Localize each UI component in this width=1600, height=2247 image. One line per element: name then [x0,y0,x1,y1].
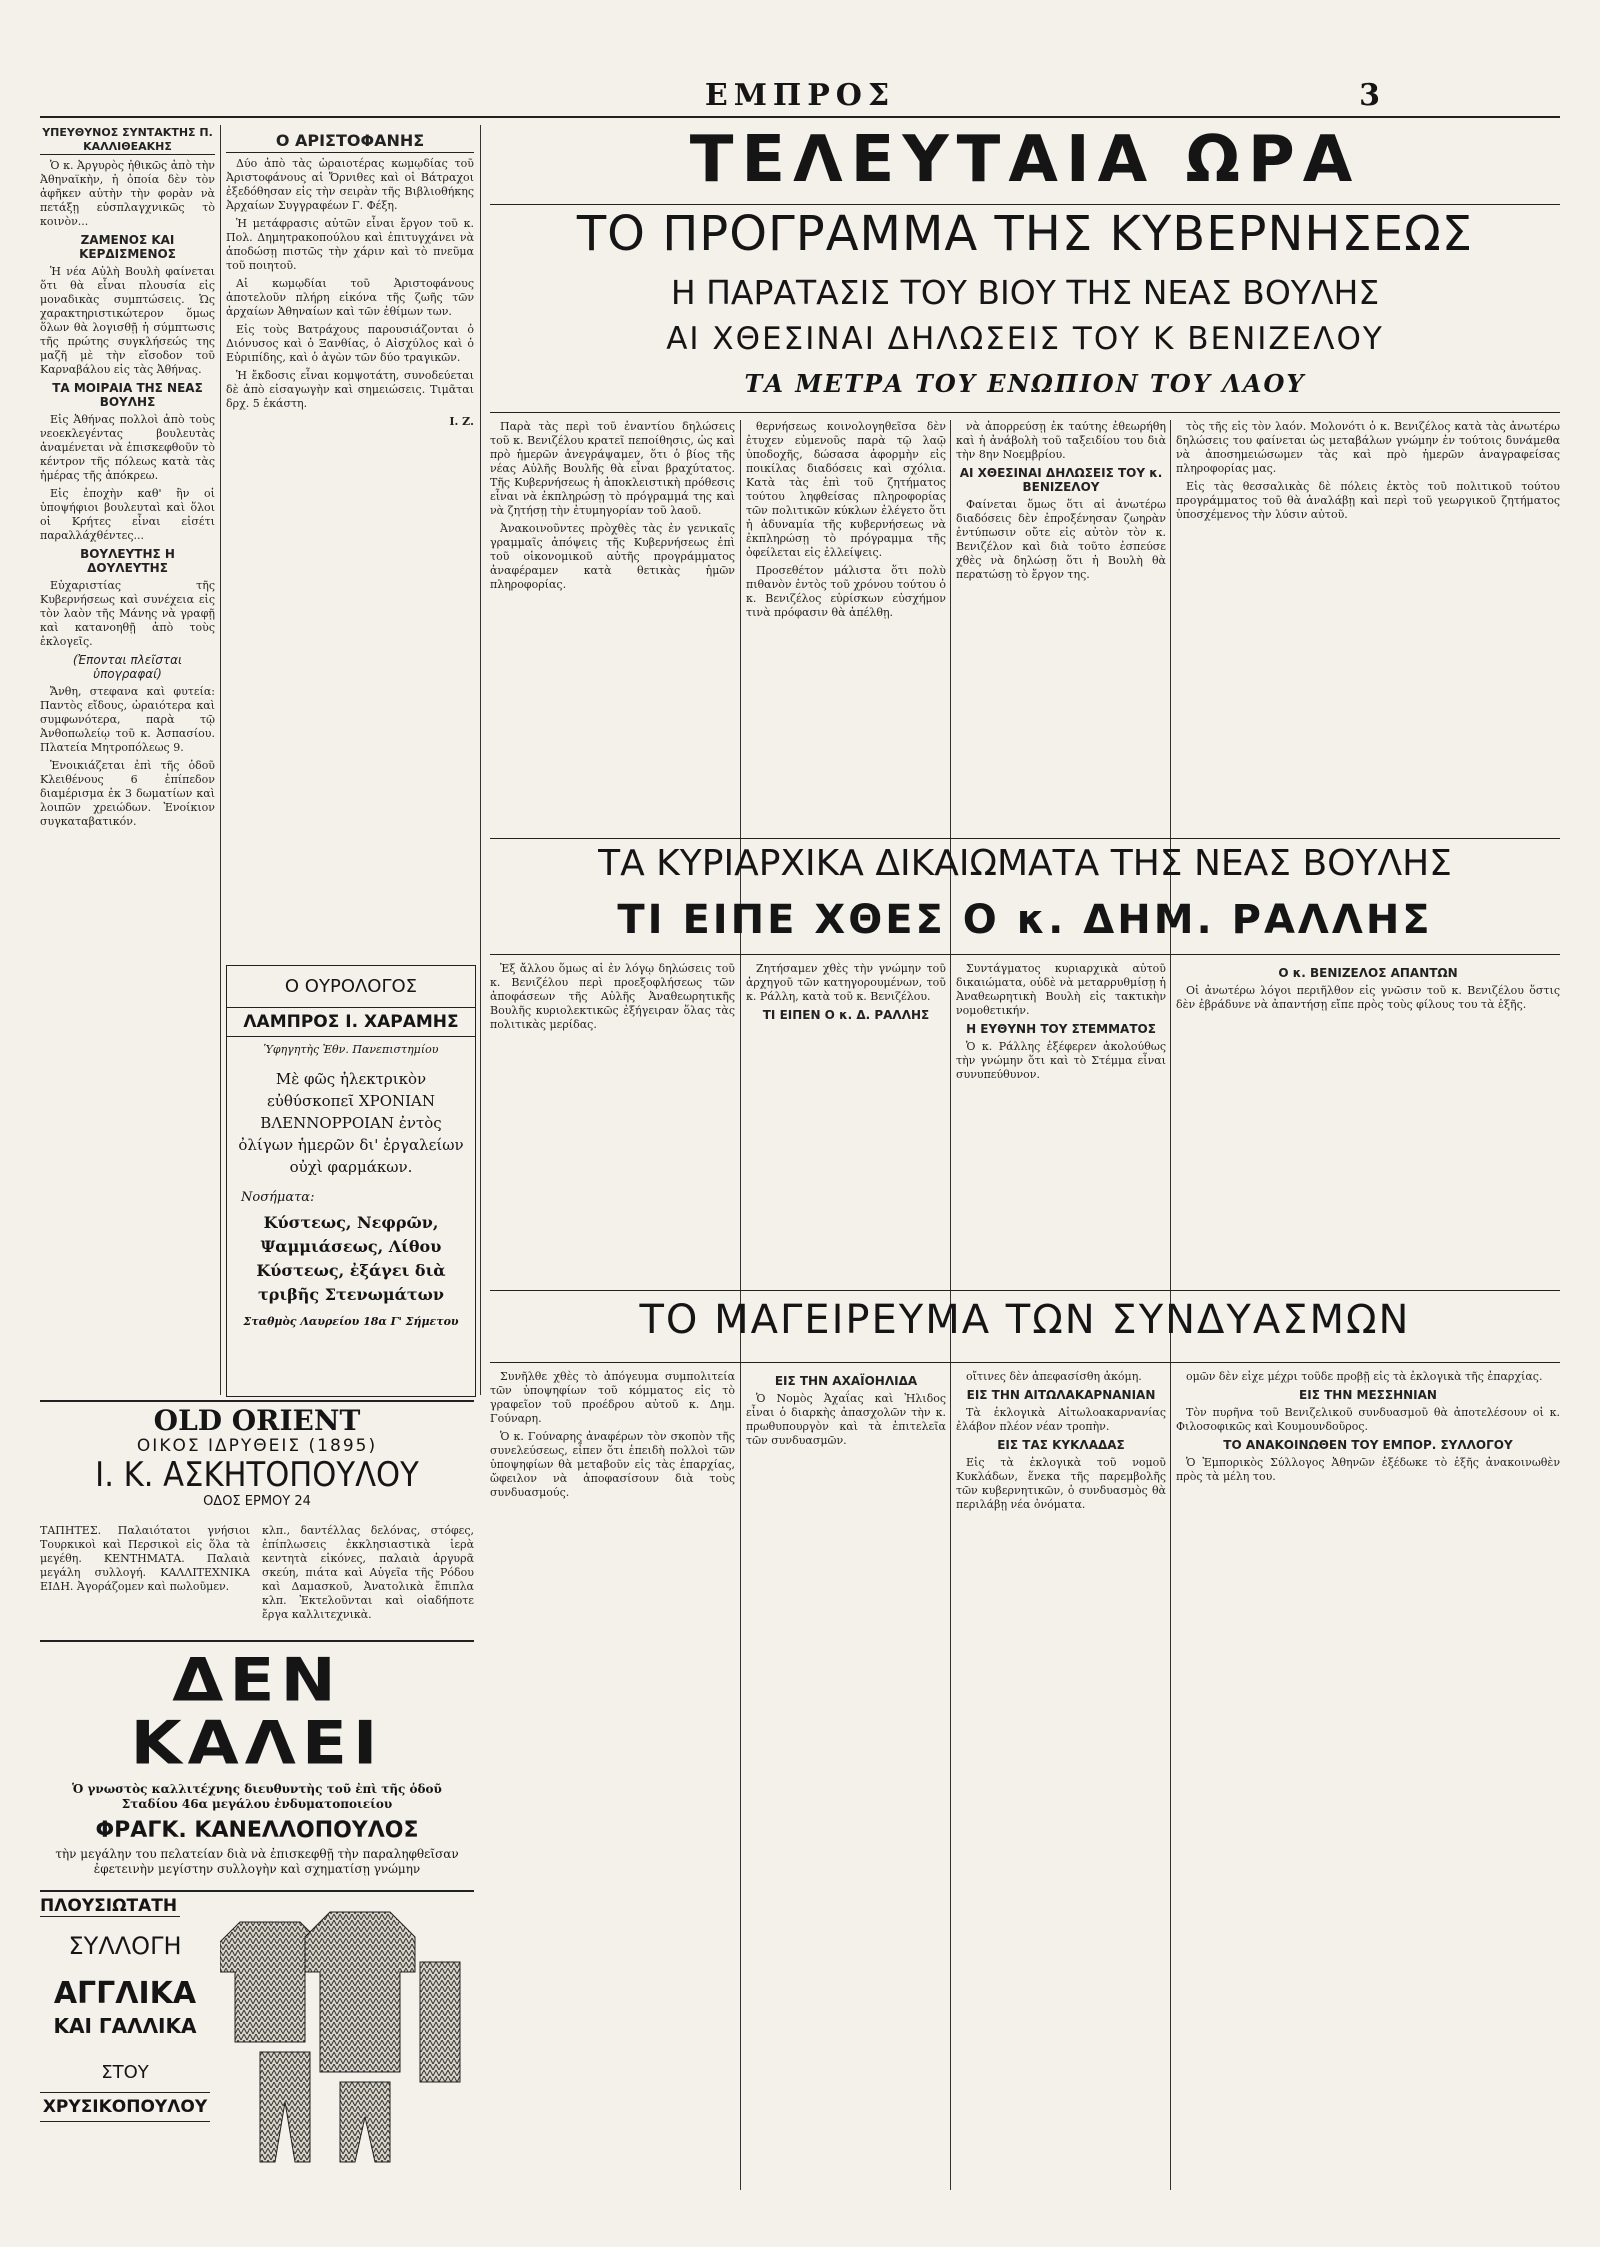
founded-line: ΟΙΚΟΣ ΙΔΡΥΘΕΙΣ (1895) [136,1436,378,1456]
article-paragraph: Ὁ Νομὸς Ἀχαΐας καὶ Ἠλιδος εἶναι ὁ διαρκὴς ἀπασχολῶν τὴν κ. πρωθυπουργὸν καὶ τὰ ἐπιτελεῖα τῶν συνδυασμῶν. [746,1392,946,1447]
article-paragraph: Ζητήσαμεν χθὲς τὴν γνώμην τοῦ ἀρχηγοῦ τῶν κατηγορουμένων, τοῦ κ. Ράλλη, κατὰ τοῦ κ. Βενιζέλου. [746,962,946,1003]
section-heading: ΑΙ ΧΘΕΣΙΝΑΙ ΔΗΛΩΣΕΙΣ ΤΟΥ κ. ΒΕΝΙΖΕΛΟΥ [959,466,1163,494]
article-paragraph: Οἱ ἀνωτέρω λόγοι περιῆλθον εἰς γνῶσιν τοῦ κ. Βενιζέλου ὅστις δὲν ἐβράδυνε νὰ ἀπαντήσῃ εἴπε πρὸς τοὺς φίλους του τὰ ἑξῆς. [1176,984,1560,1011]
article-paragraph: Δύο ἀπὸ τὰς ὡραιοτέρας κωμῳδίας τοῦ Ἀριστοφάνους αἱ Ὄρνιθες καὶ οἱ Βάτραχοι ἐξεδόθησαν εἰς τὴν σειρὰν τῆς Βιβλιοθήκης Ἀρχαίων Συγγραφέων Γ. Φέξη. [226,157,474,212]
page-number: 3 [1359,78,1380,112]
coalitions-col1 [490,1370,735,2180]
article-paragraph: Εἰς τὰς θεσσαλικὰς δὲ πόλεις ἐκτὸς τοῦ πολιτικοῦ τούτου προγράμματος τοῦ θὰ ἀναλάβῃ καὶ περὶ τοῦ γεωργικοῦ ζητήματος ὑποσχέμενος τὴν λύσιν αὐτοῦ. [1176,480,1560,521]
section-heading: ΤΙ ΕΙΠΕΝ Ο κ. Δ. ΡΑΛΛΗΣ [762,1008,930,1022]
article-paragraph: Ὁ κ. Ράλλης ἐξέφερεν ἀκολούθως τὴν γνώμην ὅτι καὶ τὸ Στέμμα εἶναι συνυπεύθυνον. [956,1040,1166,1081]
doctor-name: ΛΑΜΠΡΟΣ Ι. ΧΑΡΑΜΗΣ [227,1007,475,1037]
left-paragraph: Ἐνοικιάζεται ἐπὶ τῆς ὁδοῦ Κλειθένους 6 ἐπίπεδον διαμέρισμα ἐκ 3 δωματίων καὶ λοιπῶν χρειώδων. Ἐνοίκιον συγκαταβατικόν. [40,759,215,828]
article-paragraph: ομῶν δὲν εἶχε μέχρι τοῦδε προβῇ εἰς τὰ ἐκλογικὰ τῆς ἐπαρχίας. [1186,1370,1543,1383]
section-heading: ΒΟΥΛΕΥΤΗΣ Η ΔΟΥΛΕΥΤΗΣ [80,547,175,575]
owner-name: Ι. Κ. ΑΣΚΗΤΟΠΟΥΛΟΥ [95,1455,419,1495]
left-paragraph: Εἰς ἐποχὴν καθ' ἣν οἱ ὑποψήφιοι βουλευταὶ καὶ ὅλοι οἱ Κρήτες εἶναι εἰσέτι παραλλάχθέντες... [40,487,215,542]
den-kalei-body: τὴν μεγάλην του πελατείαν διὰ νὰ ἐπισκεφθῇ τὴν παραληφθεῖσαν ἐφετεινὴν μεγίστην συλλογὴν καὶ σχηματίσῃ γνώμην [55,1847,459,1876]
column-divider [1170,1290,1171,2190]
collection-label: ΣΥΛΛΟΓΗ [68,1932,182,1960]
article-paragraph: Ἡ μετάφρασις αὐτῶν εἶναι ἔργον τοῦ κ. Πολ. Δημητρακοπούλου καὶ ἐπιτυγχάνει νὰ ἀποδώσῃ πιστῶς τὴν χάριν καὶ τὸ πνεῦμα τοῦ ποιητοῦ. [226,217,474,272]
section-heading: Η ΕΥΘΥΝΗ ΤΟΥ ΣΤΕΜΜΑΤΟΣ [966,1022,1156,1036]
clothing-ad [40,1890,474,2182]
article-paragraph: Ἡ ἔκδοσις εἶναι κομψοτάτη, συνοδεύεται δὲ ἀπὸ εἰσαγωγὴν καὶ σημειώσεις. Τιμᾶται δρχ. 5 ἑκάστη. [226,369,474,410]
article-paragraph: Εἰς τοὺς Βατράχους παρουσιάζονται ὁ Διόνυσος καὶ ὁ Ξανθίας, ὁ Αἰσχύλος καὶ ὁ Εὐριπίδης, καὶ ὁ ἀγὼν τῶν δύο τραγικῶν. [226,323,474,364]
article-paragraph: Εἰς τὰ ἐκλογικὰ τοῦ νομοῦ Κυκλάδων, ἕνεκα τῆς παρεμβολῆς τῶν κυβερνητικῶν, ὁ συνδυασμὸς θὰ περιλάβῃ νέα ὀνόματα. [956,1456,1166,1511]
column-divider [220,125,221,1395]
article-paragraph: Τὸν πυρῆνα τοῦ Βενιζελικοῦ συνδυασμοῦ θὰ ἀποτελέσουν οἱ κ. Φιλοσοφικῶς καὶ Κουμουνδοῦρος. [1176,1406,1560,1433]
clinic-address: Σταθμὸς Λαυρείου 18α Γ' Σήμετου [243,1315,459,1328]
headline-rule [490,412,1560,413]
masthead-rule [40,116,1560,118]
coalitions-col3 [956,1370,1166,2180]
article-paragraph: Φαίνεται ὅμως ὅτι αἱ ἀνωτέρω διαδόσεις δὲν ἐπροξένησαν ζωηρὰν ἐντύπωσιν οὔτε εἰς αὐτὸν τὸν κ. Βενιζέλον καὶ διὰ τοῦτο ἐσπεύσε χθὲς νὰ δηλώσῃ ὅτι ἡ Βουλὴ θὰ περατώσῃ τὸ ἔργον της. [956,498,1166,581]
left-paragraph: Εἰς Ἀθήνας πολλοὶ ἀπὸ τοὺς νεοεκλεγέντας βουλευτὰς ἀναμένεται νὰ ἐπισκεφθοῦν τὸ κέντρον τῆς πόλεως κατὰ τὰς ἡμέρας τῆς ἀπόκρεω. [40,413,215,482]
urologist-heading: Ο ΟΥΡΟΛΟΓΟΣ [284,976,418,997]
article-paragraph: Συντάγματος κυριαρχικὰ αὐτοῦ δικαιώματα, οὐδὲ νὰ μεταρρυθμίσῃ ἡ Ἀναθεωρητικὴ Βουλὴ εἰς τακτικὴν νομοθετικήν. [956,962,1166,1017]
section-rule [490,1362,1560,1363]
headline-rule [490,204,1560,205]
program-headline: ΤΟ ΠΡΟΓΡΑΜΜΑ ΤΗΣ ΚΥΒΕΡΝΗΣΕΩΣ [576,210,1474,262]
tailor-name: ΦΡΑΓΚ. ΚΑΝΕΛΛΟΠΟΥΛΟΣ [95,1818,419,1843]
measures-headline: ΤΑ ΜΕΤΡΑ ΤΟΥ ΕΝΩΠΙΟΝ ΤΟΥ ΛΑΟΥ [744,372,1306,398]
column-divider [480,125,481,1395]
ad-column-right: κλπ., δαντέλλας δελόνας, στόφες, ἐπίπλωσεις ἐκκλησιαστικὰ ἱερὰ κεντητὰ εἰκόνες, παλαιὰ ἀργυρᾶ σκεύη, πιάτα καὶ Αὐγεῖα τῆς Ρόδου καὶ Δαμασκοῦ, Ἀνατολικὰ ἔπιπλα κλπ. Ἐκτελοῦνται καὶ οἱαδήποτε ἔργα καλλιτεχνικὰ. [262,1524,474,1621]
treatment-text: Μὲ φῶς ἠλεκτρικὸν εὐθύσκοπεῖ ΧΡΟΝΙΑΝ ΒΛΕΝΝΟΡΡΟΙΑΝ ἐντὸς ὀλίγων ἡμερῶν δι' ἐργαλείων οὐχὶ φαρμάκων. [238,1070,464,1176]
ad-column-left: ΤΑΠΗΤΕΣ. Παλαιότατοι γνήσιοι Τουρκικοὶ καὶ Περσικοὶ εἰς ὅλα τὰ μεγέθη. ΚΕΝΤΗΜΑΤΑ. Παλαιὰ μεγάλη συλλογή. ΚΑΛΛΙΤΕΧΝΙΚΑ ΕΙΔΗ. Ἀγοράζομεν καὶ πωλοῦμεν. [40,1524,250,1593]
sovereign-col2 [746,962,946,1282]
street-address: ΟΔΟΣ ΕΡΜΟΥ 24 [203,1494,311,1509]
article-paragraph: τὸς τῆς εἰς τὸν λαόν. Μολονότι ὁ κ. Βενιζέλος κατὰ τὰς ἀνωτέρω δηλώσεις του φαίνεται ὡς μεταβάλων γνώμην ἐν τούτοις δυνάμεθα νὰ ἀποσημειώσωμεν τὰς καὶ πρὸ ἡμερῶν ἀναγραφείσας πληροφορίας μας. [1176,420,1560,475]
shop-name: ΧΡΥΣΙΚΟΠΟΥΛΟΥ [40,2092,210,2122]
article-paragraph: Ὁ κ. Γούναρης ἀναφέρων τὸν σκοπὸν τῆς συνελεύσεως, εἶπεν ὅτι ἐπειδὴ πολλοὶ τῶν ὑποψηφίων θὰ μεταβοῦν εἰς τὰς ἐπαρχίας, ὤφειλον νὰ ἀποφασίσουν διὰ τοὺς συνδυασμούς. [490,1430,735,1499]
article-paragraph: Ἐξ ἄλλου ὅμως αἱ ἐν λόγῳ δηλώσεις τοῦ κ. Βενιζέλου περὶ προεξοφλήσεως τῶν ἀποφάσεων τῆς Αὐλῆς Ἀναθεωρητικῆς Βουλῆς κυριολεκτικῶς ἐξήγειραν ὅλας τὰς πολιτικὰς μερίδας. [490,962,735,1031]
coalitions-headline: ΤΟ ΜΑΓΕΙΡΕΥΜΑ ΤΩΝ ΣΥΝΔΥΑΣΜΩΝ [639,1300,1411,1343]
french-label: ΚΑΙ ΓΑΛΛΙΚΑ [53,2014,197,2038]
section-heading: ΕΙΣ ΤΗΝ ΑΙΤΩΛΑΚΑΡΝΑΝΙΑΝ [966,1388,1156,1402]
brand-name: OLD ORIENT [153,1404,361,1437]
section-heading: ΖΑΜΕΝΟΣ ΚΑΙ ΚΕΡΔΙΣΜΕΝΟΣ [79,233,176,261]
left-paragraph: Ἄνθη, στεφανα καὶ φυτεία: Παντὸς εἴδους, ὡραιότερα καὶ συμφωνότερα, παρὰ τῷ Ἀνθοπωλείῳ τοῦ κ. Ἀσπασίου. Πλατεία Μητροπόλεως 9. [40,685,215,754]
urologist-ad [226,965,476,1397]
article-paragraph: οἴτινες δὲν ἀπεφασίσθη ἀκόμη. [966,1370,1142,1383]
diseases-list: Κύστεως, Νεφρῶν, Ψαμμιάσεως, Λίθου Κύστεως, ἐξάγει διὰ τριβῆς Στενωμάτων [256,1213,446,1304]
den-kalei-heading: ΔΕΝ ΚΑΛΕΙ [130,1645,384,1778]
main-article-col2 [746,420,946,830]
english-label: ΑΓΓΛΙΚΑ [53,1976,197,2011]
sovereign-col3 [956,962,1166,1282]
last-hour-headline: ΤΕΛΕΥΤΑΙΑ ΩΡΑ [689,128,1361,197]
left-paragraph: Εὐχαριστίας τῆς Κυβερνήσεως καὶ συνέχεια εἰς τὸν λαὸν τῆς Μάνης νὰ γραφῇ καὶ κατανοηθῇ ἀπὸ τοὺς ἐκλογεῖς. [40,579,215,648]
article-paragraph: νὰ ἀπορρεύσῃ ἐκ ταύτης ἐθεωρήθη καὶ ἡ ἀνάβολὴ τοῦ ταξειδίου του διὰ τὴν 8ην Νοεμβρίου. [956,420,1166,461]
sovereign-col1 [490,962,735,1282]
richest-label: ΠΛΟΥΣΙΩΤΑΤΗ [40,1896,180,1917]
article-paragraph: Προσεθέτον μάλιστα ὅτι πολὺ πιθανὸν ἐντὸς τοῦ χρόνου τούτου ὁ κ. Βενιζέλος εὑρίσκων εὐσχήμον τινὰ πρόφασιν θὰ ἀπέλθῃ. [746,564,946,619]
signatures-note: (Ἐπονται πλεῖσται ὑπογραφαί) [72,653,183,681]
coalitions-col2 [746,1370,946,2180]
main-article-col3 [956,420,1166,830]
diseases-label: Νοσήματα: [241,1190,315,1205]
aristophanes-heading: Ο ΑΡΙΣΤΟΦΑΝΗΣ [226,134,474,153]
article-signature: Ι. Ζ. [449,415,474,428]
article-paragraph: Τὰ ἐκλογικὰ Αἰτωλοακαρνανίας ἐλάβον πλέον νέαν τροπὴν. [956,1406,1166,1433]
main-article-col1 [490,420,735,830]
column-divider [950,1290,951,2190]
main-article-col4 [1176,420,1560,830]
prolongation-headline: Η ΠΑΡΑΤΑΣΙΣ ΤΟΥ ΒΙΟΥ ΤΗΣ ΝΕΑΣ ΒΟΥΛΗΣ [670,276,1380,312]
doctor-title: Ὑφηγητὴς Ἐθν. Πανεπιστημίου [263,1043,439,1056]
section-heading: ΕΙΣ ΤΗΝ ΑΧΑΪΟΗΛΙΔΑ [774,1374,918,1388]
notice-line [40,1881,474,1882]
sovereign-col4 [1176,962,1560,1282]
sovereign-rights-headline: ΤΑ ΚΥΡΙΑΡΧΙΚΑ ΔΙΚΑΙΩΜΑΤΑ ΤΗΣ ΝΕΑΣ ΒΟΥΛΗΣ [598,846,1452,884]
section-heading: ΕΙΣ ΤΑΣ ΚΥΚΛΑΔΑΣ [997,1438,1125,1452]
section-rule [490,838,1560,839]
aristophanes-article [226,130,474,850]
masthead-title: ΕΜΠΡΟΣ [704,78,896,112]
left-paragraph: Ἡ νέα Αὐλὴ Βουλὴ φαίνεται ὅτι θὰ εἶναι πλουσία εἰς μοναδικὰς συμπτώσεις. Ὡς χαρακτηριστικώτερον ὅμως ὅλων θὰ λογισθῇ ἡ σύμπτωσις τῆς πρώτης συγκλήσεώς της μαζῆ μὲ τὴν εἴσοδον τοῦ Καρναβάλου εἰς τὰς Ἀθήνας. [40,265,215,376]
section-rule [490,1290,1560,1291]
old-orient-ad [40,1400,474,1632]
section-heading: ΤΑ ΜΟΙΡΑΙΑ ΤΗΣ ΝΕΑΣ ΒΟΥΛΗΣ [52,381,203,409]
at-label: ΣΤΟΥ [101,2062,149,2083]
article-paragraph: Ἀνακοινοῦντες πρὸχθὲς τὰς ἐν γενικαῖς γραμμαῖς ἀπόψεις τῆς Κυβερνήσεως ἐπὶ τοῦ οἰκονομικοῦ αὐτῆς προγράμματος ἀναφέραμεν κατὰ θετικὰς ἡμῶν πληροφορίας. [490,522,735,591]
article-paragraph: Παρὰ τὰς περὶ τοῦ ἐναντίου δηλώσεις τοῦ κ. Βενιζέλου κρατεῖ πεποίθησις, ὡς καὶ πρὸ ἡμερῶν ἀνεγράψαμεν, ὅτι ὁ βίος τῆς νέας Αὐλῆς Βουλῆς θὰ εἶναι βραχύτατος. Τῆς Κυβερνήσεως ἡ ἀποκλειστικὴ πρόθεσις εἶναι νὰ ἐκπληρώσῃ τὸ πρόγραμμά της καὶ νὰ ζητήσῃ τὴν ἐτυμηγορίαν τοῦ λαοῦ. [490,420,735,517]
article-paragraph: Ὁ Ἐμπορικὸς Σύλλογος Ἀθηνῶν ἐξέδωκε τὸ ἑξῆς ἀνακοινωθὲν πρὸς τὰ μέλη του. [1176,1456,1560,1483]
article-paragraph: θερνήσεως κοινολογηθεῖσα δὲν ἐτυχεν εὐμενοῦς παρὰ τῷ λαῷ ὑποδοχῆς, δώσασα ἀφορμὴν εἰς ποικίλας διαδόσεις καὶ σχόλια. Κατὰ τὰς ἐπὶ τοῦ ζητήματος τούτου ληφθείσας πληροφορίας τῶν πολιτικῶν κύκλων ἐλέγετο ὅτι ἡ ἀδυναμία τῆς κυβερνήσεως νὰ ἐκπληρώσῃ τὸ πρόγραμμα τῆς ὀφείλεται εἰς ἐλλείψεις. [746,420,946,559]
left-paragraph: Ὁ κ. Ἀργυρὸς ἠθικῶς ἀπὸ τὴν Ἀθηναϊκὴν, ἡ ὁποία δὲν τὸν ἀφῆκεν αὐτὴν τὴν φορὰν νὰ πετάξῃ εὐσπλαγχνικῶς τὸ κοινὸν... [40,159,215,228]
sweaters-illustration-icon [220,1902,470,2172]
article-paragraph: Αἱ κωμῳδίαι τοῦ Ἀριστοφάνους ἀποτελοῦν πλήρη εἰκόνα τῆς ζωῆς τῶν ἀρχαίων Ἀθηναίων καὶ τῶν ἐθίμων των. [226,277,474,318]
left-column [40,122,215,1387]
editor-line: ΥΠΕΥΘΥΝΟΣ ΣΥΝΤΑΚΤΗΣ Π. ΚΑΛΛΙΘΕΑΚΗΣ [40,126,215,155]
column-divider [740,1290,741,2190]
section-heading: ΕΙΣ ΤΗΝ ΜΕΣΣΗΝΙΑΝ [1299,1388,1437,1402]
coalitions-col4 [1176,1370,1560,2180]
den-kalei-intro: Ὁ γνωστὸς καλλιτέχνης διευθυντὴς τοῦ ἐπὶ τῆς ὁδοῦ Σταδίου 46α μεγάλου ἐνδυματοποιείου [72,1782,442,1811]
den-kalei-ad [40,1640,474,1882]
article-paragraph: Συνῆλθε χθὲς τὸ ἀπόγευμα συμπολιτεία τῶν ὑποψηφίων τοῦ κόμματος εἰς τὸ γραφεῖον τοῦ προέδρου αὐτοῦ κ. Δημ. Γούναρη. [490,1370,735,1425]
section-heading: Ο κ. ΒΕΝΙΖΕΛΟΣ ΑΠΑΝΤΩΝ [1278,966,1458,980]
section-heading: ΤΟ ΑΝΑΚΟΙΝΩΘΕΝ ΤΟΥ ΕΜΠΟΡ. ΣΥΛΛΟΓΟΥ [1223,1438,1513,1452]
statements-headline: ΑΙ ΧΘΕΣΙΝΑΙ ΔΗΛΩΣΕΙΣ ΤΟΥ Κ ΒΕΝΙΖΕΛΟΥ [666,324,1384,357]
rallis-headline: ΤΙ ΕΙΠΕ ΧΘΕΣ Ο κ. ΔΗΜ. ΡΑΛΛΗΣ [617,900,1433,943]
section-rule [490,954,1560,955]
